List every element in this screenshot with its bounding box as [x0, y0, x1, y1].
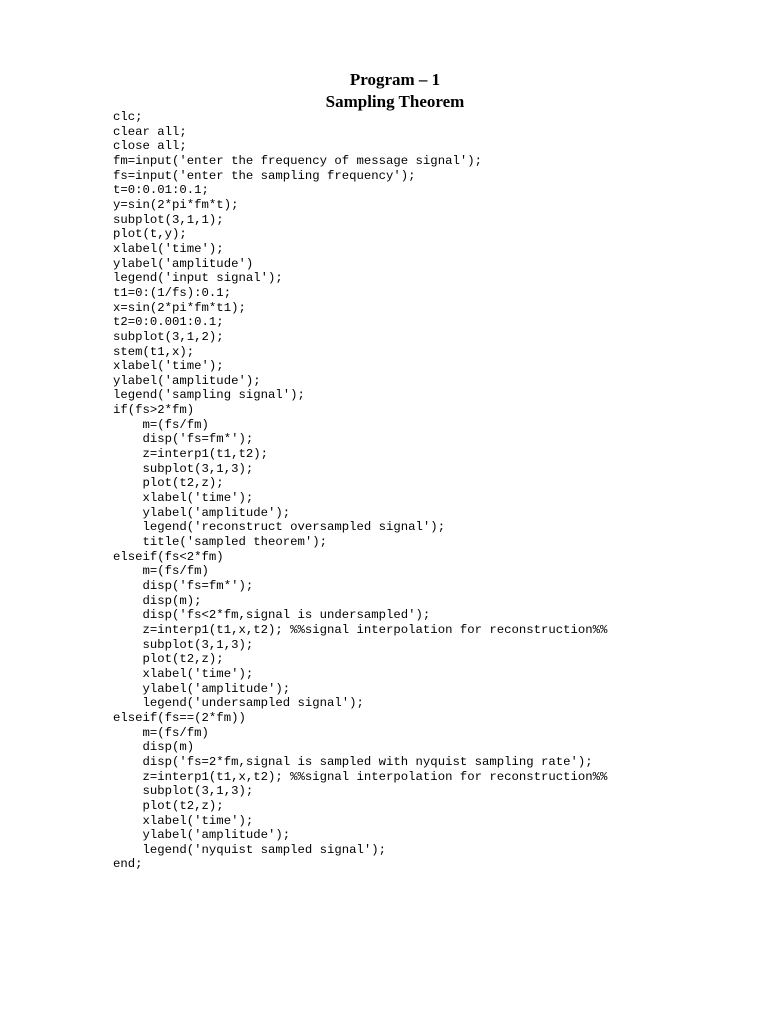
code-line: disp(m);	[113, 593, 202, 608]
code-line: disp('fs=2*fm,signal is sampled with nyquist sampling rate');	[113, 754, 593, 769]
code-line: stem(t1,x);	[113, 344, 195, 359]
code-line: elseif(fs<2*fm)	[113, 549, 224, 564]
code-line: m=(fs/fm)	[113, 725, 209, 740]
code-line: subplot(3,1,3);	[113, 637, 254, 652]
code-line: xlabel('time');	[113, 491, 254, 506]
code-line: plot(t,y);	[113, 227, 187, 242]
code-line: t=0:0.01:0.1;	[113, 183, 209, 198]
code-line: disp('fs<2*fm,signal is undersampled');	[113, 608, 431, 623]
code-line: clc;	[113, 110, 143, 124]
code-line: legend('nyquist sampled signal');	[113, 842, 387, 857]
code-line: plot(t2,z);	[113, 652, 224, 667]
code-line: subplot(3,1,3);	[113, 461, 254, 476]
code-line: xlabel('time');	[113, 241, 224, 256]
code-line: ylabel('amplitude');	[113, 828, 291, 843]
code-line: legend('sampling signal');	[113, 388, 305, 403]
code-line: ylabel('amplitude');	[113, 505, 291, 520]
code-line: subplot(3,1,1);	[113, 212, 224, 227]
code-line: fm=input('enter the frequency of message signal');	[113, 153, 482, 168]
program-subtitle: Sampling Theorem	[325, 92, 465, 111]
code-line: legend('undersampled signal');	[113, 696, 364, 711]
code-line: t2=0:0.001:0.1;	[113, 315, 224, 330]
code-line: clear all;	[113, 124, 187, 139]
code-line: t1=0:(1/fs):0.1;	[113, 285, 232, 300]
code-line: ylabel('amplitude');	[113, 681, 291, 696]
code-listing	[113, 110, 607, 872]
code-line: xlabel('time');	[113, 359, 224, 374]
code-line: ylabel('amplitude');	[113, 373, 261, 388]
code-line: z=interp1(t1,x,t2); %%signal interpolation for reconstruction%%	[113, 769, 608, 784]
code-line: if(fs>2*fm)	[113, 403, 195, 418]
code-line: title('sampled theorem');	[113, 535, 328, 550]
code-line: subplot(3,1,3);	[113, 784, 254, 799]
code-line: xlabel('time');	[113, 666, 254, 681]
code-line: x=sin(2*pi*fm*t1);	[113, 300, 246, 315]
code-line: legend('reconstruct oversampled signal');	[113, 520, 446, 535]
code-line: disp(m)	[113, 740, 195, 755]
code-line: end;	[113, 857, 143, 872]
code-line: m=(fs/fm)	[113, 564, 209, 579]
code-line: z=interp1(t1,x,t2); %%signal interpolation for reconstruction%%	[113, 622, 608, 637]
program-title: Program – 1	[349, 70, 441, 89]
code-line: disp('fs=fm*');	[113, 432, 254, 447]
code-line: subplot(3,1,2);	[113, 329, 224, 344]
code-line: close all;	[113, 139, 187, 154]
code-line: plot(t2,z);	[113, 798, 224, 813]
code-line: z=interp1(t1,t2);	[113, 447, 268, 462]
code-line: xlabel('time');	[113, 813, 254, 828]
code-line: ylabel('amplitude')	[113, 256, 254, 271]
code-line: y=sin(2*pi*fm*t);	[113, 197, 239, 212]
code-line: elseif(fs==(2*fm))	[113, 710, 246, 725]
code-line: fs=input('enter the sampling frequency');	[113, 168, 416, 183]
code-line: disp('fs=fm*');	[113, 579, 254, 593]
code-line: m=(fs/fm)	[113, 417, 209, 432]
code-line: legend('input signal');	[113, 271, 283, 286]
code-line: plot(t2,z);	[113, 476, 224, 491]
